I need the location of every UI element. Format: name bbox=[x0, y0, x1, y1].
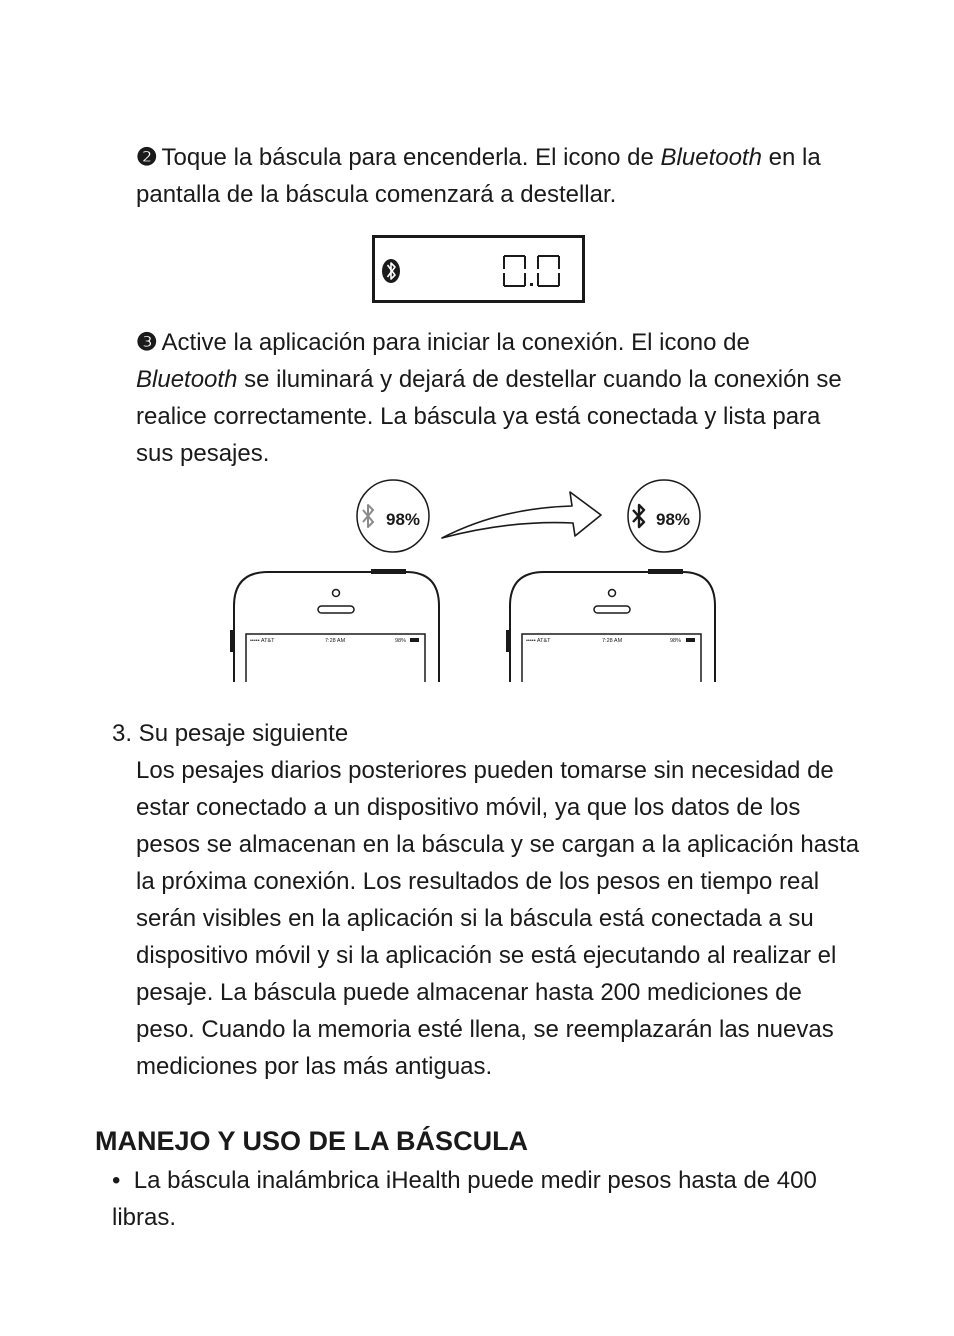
bluetooth-icon bbox=[382, 259, 400, 283]
status-battery-right: 98% bbox=[670, 638, 682, 644]
zoom-circle-right bbox=[628, 480, 700, 552]
status-time-right: 7:28 AM bbox=[602, 638, 623, 644]
step-2-italic: Bluetooth bbox=[660, 144, 762, 171]
step-2-text-b: en la pantalla de la báscula comenzará a destellar. bbox=[136, 144, 821, 208]
zoom-circle-left bbox=[357, 480, 429, 552]
section-3-title: 3. Su pesaje siguiente bbox=[112, 720, 349, 747]
status-carrier-right: ••••• AT&T bbox=[526, 638, 551, 644]
phone-right bbox=[506, 569, 715, 682]
scale-reading bbox=[504, 256, 559, 286]
scale-display bbox=[372, 235, 585, 303]
step-2-text-a: Toque la báscula para encenderla. El icono de bbox=[161, 144, 661, 171]
battery-label-right: 98% bbox=[656, 510, 691, 529]
scale-display-graphic bbox=[375, 238, 582, 300]
step-2-paragraph bbox=[136, 139, 856, 213]
step-2-marker: ❷ bbox=[136, 144, 158, 171]
bullet-marker: • bbox=[112, 1167, 121, 1194]
phone-left bbox=[230, 569, 439, 682]
bullet-text: La báscula inalámbrica iHealth puede medir pesos hasta de 400 libras. bbox=[112, 1167, 817, 1231]
step-3-marker: ❸ bbox=[136, 329, 158, 356]
phone-connection-illustration bbox=[220, 478, 740, 684]
step-3-italic: Bluetooth bbox=[136, 366, 238, 393]
battery-label-left: 98% bbox=[386, 510, 421, 529]
step-3-paragraph bbox=[136, 324, 856, 472]
handling-bullet bbox=[112, 1162, 852, 1236]
step-3-text-a: Active la aplicación para iniciar la conexión. El icono de bbox=[161, 329, 750, 356]
status-time-left: 7:28 AM bbox=[325, 638, 346, 644]
handling-heading: MANEJO Y USO DE LA BÁSCULA bbox=[95, 1126, 529, 1156]
status-battery-left: 98% bbox=[395, 638, 407, 644]
section-3-body: Los pesajes diarios posteriores pueden tomarse sin necesidad de estar conectado a un dispositivo móvil, ya que los datos de los pesos se almacenan en la báscula y se cargan a la aplicación hasta la próxima conexión. Los resultados de los pesos en tiempo real serán visibles en la aplicación si la báscula está conectada a su dispositivo móvil y si la aplicación se está ejecutando al realizar el pesaje. La báscula puede almacenar hasta 200 mediciones de peso. Cuando la memoria esté llena, se reemplazarán las nuevas mediciones por las más antiguas. bbox=[136, 757, 860, 1080]
status-carrier-left: ••••• AT&T bbox=[250, 638, 275, 644]
arrow-icon bbox=[442, 492, 601, 538]
step-3-text-b: se iluminará y dejará de destellar cuando la conexión se realice correctamente. La báscula ya está conectada y lista para sus pesajes. bbox=[136, 366, 842, 467]
